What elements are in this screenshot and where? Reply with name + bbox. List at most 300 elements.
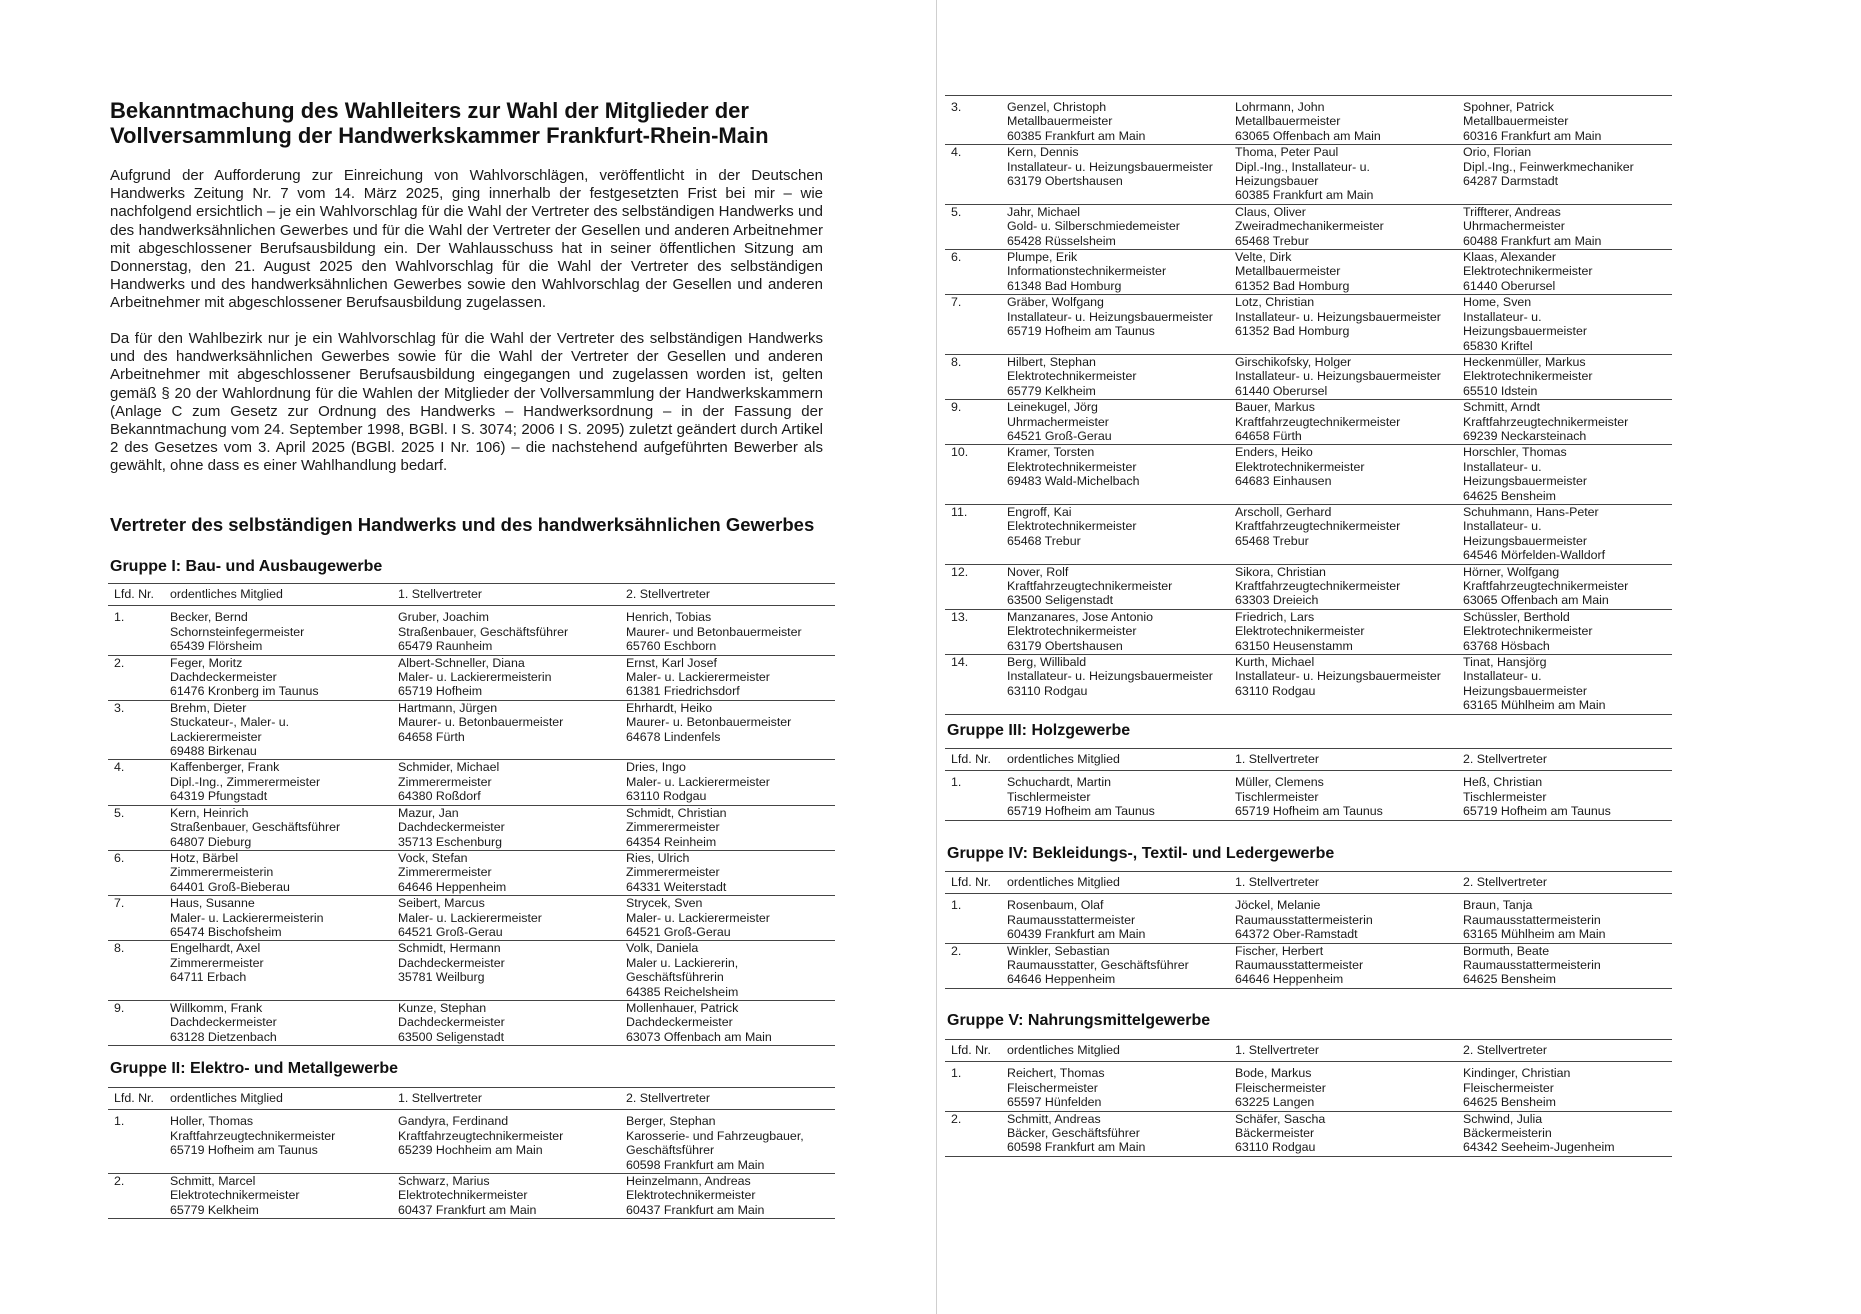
cell-line: Hilbert, Stephan — [1007, 354, 1096, 369]
cell-line: 35713 Eschenburg — [398, 834, 503, 849]
cell-ordentliches-mitglied — [1001, 771, 1229, 820]
column-header-ordentliches-mitglied: ordentliches Mitglied — [164, 584, 392, 606]
cell-line: Fischer, Herbert — [1235, 943, 1324, 958]
table-header-row — [108, 584, 835, 606]
table-row — [108, 941, 835, 1001]
cell-line: 65597 Hünfelden — [1007, 1095, 1102, 1110]
cell-stellvertreter-1 — [392, 941, 620, 1001]
cell-line: 64287 Darmstadt — [1463, 174, 1559, 189]
cell-stellvertreter-2 — [620, 700, 835, 760]
column-header-lfd-nr: Lfd. Nr. — [945, 749, 1001, 771]
cell-stellvertreter-1 — [392, 760, 620, 805]
cell-lfd-nr: 7. — [945, 295, 1001, 355]
cell-stellvertreter-2 — [620, 1174, 835, 1219]
table-row — [945, 204, 1672, 249]
cell-stellvertreter-2 — [1457, 771, 1672, 820]
cell-ordentliches-mitglied — [1001, 655, 1229, 715]
cell-line: Ernst, Karl Josef — [626, 655, 717, 670]
cell-line: Elektrotechnikermeister — [1463, 264, 1593, 279]
document-title-line2: Vollversammlung der Handwerkskammer Frankfurt-Rhein-Main — [110, 123, 769, 148]
cell-line: Elektrotechnikermeister — [626, 1188, 756, 1203]
cell-lfd-nr: 2. — [108, 1174, 164, 1219]
cell-ordentliches-mitglied — [164, 850, 392, 895]
cell-ordentliches-mitglied — [1001, 204, 1229, 249]
cell-line: Maler- u. Lackierermeister — [626, 910, 770, 925]
cell-stellvertreter-1 — [1229, 1111, 1457, 1156]
table-row — [945, 400, 1672, 445]
cell-line: 65719 Hofheim am Taunus — [1463, 804, 1611, 819]
cell-line: Maler- u. Lackierermeisterin — [398, 670, 552, 685]
cell-line: Installateur- u. Heizungsbauermeister — [1235, 309, 1441, 324]
group-heading-4: Gruppe IV: Bekleidungs-, Textil- und Ledergewerbe — [947, 845, 1335, 862]
cell-line: Thoma, Peter Paul — [1235, 145, 1339, 160]
table-group-1 — [108, 583, 835, 1046]
cell-line: 60439 Frankfurt am Main — [1007, 927, 1146, 942]
cell-line: Tischlermeister — [1007, 789, 1091, 804]
cell-line: 60385 Frankfurt am Main — [1007, 128, 1146, 143]
cell-stellvertreter-1 — [1229, 504, 1457, 564]
cell-line: Leinekugel, Jörg — [1007, 400, 1098, 415]
cell-ordentliches-mitglied — [164, 655, 392, 700]
cell-line: Installateur- u. — [1463, 519, 1542, 534]
cell-line: Maler u. Lackiererin, — [626, 955, 739, 970]
cell-line: Installateur- u. Heizungsbauermeister — [1235, 669, 1441, 684]
cell-line: Schüssler, Berthold — [1463, 609, 1570, 624]
column-header-lfd-nr: Lfd. Nr. — [108, 584, 164, 606]
cell-line: Spohner, Patrick — [1463, 100, 1554, 114]
cell-line: 61440 Oberursel — [1235, 383, 1328, 398]
table-header-row — [945, 872, 1672, 894]
table-row — [945, 894, 1672, 943]
cell-line: 65719 Hofheim — [398, 684, 483, 699]
cell-stellvertreter-2 — [1457, 354, 1672, 399]
cell-line: Schwarz, Marius — [398, 1174, 490, 1189]
cell-line: Kurth, Michael — [1235, 655, 1315, 670]
cell-line: Willkomm, Frank — [170, 1000, 263, 1015]
cell-stellvertreter-2 — [1457, 1111, 1672, 1156]
cell-ordentliches-mitglied — [164, 1000, 392, 1045]
cell-line: 64678 Lindenfels — [626, 729, 721, 744]
cell-stellvertreter-2 — [1457, 445, 1672, 505]
cell-line: Kraftfahrzeugtechnikermeister — [1463, 414, 1629, 429]
column-header-stellvertreter-1: 1. Stellvertreter — [1229, 749, 1457, 771]
cell-stellvertreter-2 — [620, 606, 835, 655]
cell-ordentliches-mitglied — [1001, 1111, 1229, 1156]
cell-line: Schmitt, Marcel — [170, 1174, 256, 1189]
cell-line: Zimmerermeister — [626, 820, 720, 835]
cell-line: 65719 Hofheim am Taunus — [170, 1143, 318, 1158]
cell-line: Velte, Dirk — [1235, 250, 1292, 265]
cell-line: Kern, Heinrich — [170, 805, 249, 820]
cell-line: 65468 Trebur — [1235, 533, 1309, 548]
cell-line: Manzanares, Jose Antonio — [1007, 609, 1154, 624]
cell-line: Henrich, Tobias — [626, 610, 712, 625]
cell-line: Dachdeckermeister — [626, 1015, 733, 1030]
cell-lfd-nr: 8. — [108, 941, 164, 1001]
cell-line: Zimmerermeister — [398, 865, 492, 880]
cell-line: 65468 Trebur — [1007, 533, 1081, 548]
cell-line: Installateur- u. Heizungsbauermeister — [1235, 369, 1441, 384]
cell-line: Friedrich, Lars — [1235, 609, 1315, 624]
cell-line: Girschikofsky, Holger — [1235, 354, 1352, 369]
cell-line: Heizungsbauermeister — [1463, 533, 1587, 548]
cell-lfd-nr: 2. — [945, 943, 1001, 988]
cell-line: 63165 Mühlheim am Main — [1463, 927, 1606, 942]
cell-line: Schmidt, Christian — [626, 805, 727, 820]
cell-line: Brehm, Dieter — [170, 700, 247, 715]
cell-stellvertreter-2 — [620, 760, 835, 805]
cell-line: Maler- u. Lackierermeisterin — [170, 910, 324, 925]
column-header-stellvertreter-2: 2. Stellvertreter — [620, 584, 835, 606]
cell-line: Reichert, Thomas — [1007, 1066, 1105, 1081]
column-header-ordentliches-mitglied: ordentliches Mitglied — [1001, 872, 1229, 894]
cell-line: 64331 Weiterstadt — [626, 879, 727, 894]
cell-lfd-nr: 9. — [945, 400, 1001, 445]
cell-line: 64646 Heppenheim — [1007, 972, 1116, 987]
cell-line: 64625 Bensheim — [1463, 488, 1556, 503]
cell-stellvertreter-1 — [392, 850, 620, 895]
cell-line: 63500 Seligenstadt — [1007, 593, 1114, 608]
cell-line: Schuchardt, Martin — [1007, 775, 1111, 790]
cell-line: 65719 Hofheim am Taunus — [1235, 804, 1383, 819]
cell-line: Elektrotechnikermeister — [1235, 459, 1365, 474]
cell-line: Dachdeckermeister — [398, 1015, 505, 1030]
cell-lfd-nr: 1. — [108, 606, 164, 655]
table-row — [108, 1110, 835, 1174]
cell-lfd-nr: 3. — [945, 96, 1001, 145]
cell-stellvertreter-1 — [1229, 250, 1457, 295]
cell-lfd-nr: 6. — [108, 850, 164, 895]
cell-line: Zweiradmechanikermeister — [1235, 219, 1384, 234]
table-header-row — [945, 749, 1672, 771]
cell-line: Gräber, Wolfgang — [1007, 295, 1104, 310]
cell-lfd-nr: 8. — [945, 354, 1001, 399]
table-group-2 — [108, 1087, 835, 1219]
column-header-stellvertreter-1: 1. Stellvertreter — [1229, 872, 1457, 894]
cell-line: Bäckermeisterin — [1463, 1126, 1552, 1141]
column-header-lfd-nr: Lfd. Nr. — [945, 872, 1001, 894]
cell-ordentliches-mitglied — [164, 896, 392, 941]
cell-line: Dachdeckermeister — [170, 1015, 277, 1030]
cell-line: 60488 Frankfurt am Main — [1463, 233, 1602, 248]
cell-line: Hartmann, Jürgen — [398, 700, 498, 715]
cell-line: Lohrmann, John — [1235, 100, 1325, 114]
cell-stellvertreter-2 — [1457, 894, 1672, 943]
cell-line: Kraftfahrzeugtechnikermeister — [1463, 579, 1629, 593]
cell-line: 65779 Kelkheim — [1007, 383, 1096, 398]
cell-stellvertreter-2 — [1457, 96, 1672, 145]
cell-line: Maler- u. Lackierermeister — [398, 910, 542, 925]
cell-ordentliches-mitglied — [164, 941, 392, 1001]
cell-line: 65719 Hofheim am Taunus — [1007, 324, 1155, 339]
section-heading: Vertreter des selbständigen Handwerks und des handwerksähnlichen Gewerbes — [110, 514, 815, 535]
cell-line: Elektrotechnikermeister — [1463, 369, 1593, 384]
cell-line: Orio, Florian — [1463, 145, 1532, 160]
cell-line: 60598 Frankfurt am Main — [626, 1157, 765, 1172]
cell-line: Zimmerermeister — [626, 865, 720, 880]
table-row — [945, 145, 1672, 205]
cell-stellvertreter-1 — [1229, 1062, 1457, 1111]
column-header-lfd-nr: Lfd. Nr. — [108, 1088, 164, 1110]
table-row — [945, 295, 1672, 355]
cell-line: Kraftfahrzeugtechnikermeister — [1235, 579, 1401, 593]
cell-stellvertreter-1 — [1229, 894, 1457, 943]
cell-ordentliches-mitglied — [1001, 96, 1229, 145]
table-row — [108, 760, 835, 805]
cell-line: Metallbauermeister — [1463, 114, 1569, 129]
table-row — [945, 943, 1672, 988]
cell-line: 61476 Kronberg im Taunus — [170, 684, 319, 699]
cell-line: Tischlermeister — [1235, 789, 1319, 804]
cell-line: Raumausstattermeisterin — [1463, 912, 1601, 927]
cell-ordentliches-mitglied — [1001, 400, 1229, 445]
cell-line: Installateur- u. — [1463, 309, 1542, 324]
cell-stellvertreter-2 — [1457, 250, 1672, 295]
cell-line: 64354 Reinheim — [626, 834, 717, 849]
cell-lfd-nr: 1. — [945, 771, 1001, 820]
cell-line: 61348 Bad Homburg — [1007, 278, 1122, 293]
cell-ordentliches-mitglied — [1001, 295, 1229, 355]
cell-line: 63073 Offenbach am Main — [626, 1029, 772, 1044]
cell-stellvertreter-2 — [620, 805, 835, 850]
cell-line: Heß, Christian — [1463, 775, 1543, 790]
table-row — [108, 1000, 835, 1045]
group-heading-2: Gruppe II: Elektro- und Metallgewerbe — [110, 1060, 399, 1077]
cell-stellvertreter-2 — [1457, 609, 1672, 654]
column-header-stellvertreter-2: 2. Stellvertreter — [1457, 1040, 1672, 1062]
cell-line: Mazur, Jan — [398, 805, 459, 820]
cell-stellvertreter-2 — [620, 1110, 835, 1174]
table-row — [108, 896, 835, 941]
cell-line: 65428 Rüsselsheim — [1007, 233, 1116, 248]
cell-line: 64646 Heppenheim — [1235, 972, 1344, 987]
cell-lfd-nr: 14. — [945, 655, 1001, 715]
cell-line: Bauer, Markus — [1235, 400, 1315, 415]
cell-lfd-nr: 4. — [108, 760, 164, 805]
cell-line: 65439 Flörsheim — [170, 639, 263, 654]
column-header-stellvertreter-1: 1. Stellvertreter — [392, 1088, 620, 1110]
cell-line: 63165 Mühlheim am Main — [1463, 698, 1606, 713]
cell-line: 61352 Bad Homburg — [1235, 278, 1350, 293]
cell-ordentliches-mitglied — [1001, 1062, 1229, 1111]
cell-line: 63110 Rodgau — [1235, 1140, 1316, 1155]
cell-line: Engroff, Kai — [1007, 504, 1072, 519]
cell-line: 63150 Heusenstamm — [1235, 638, 1353, 653]
cell-stellvertreter-2 — [1457, 564, 1672, 609]
cell-line: Elektrotechnikermeister — [1463, 624, 1593, 639]
cell-line: 69488 Birkenau — [170, 744, 257, 759]
cell-stellvertreter-1 — [1229, 564, 1457, 609]
cell-line: Elektrotechnikermeister — [1007, 519, 1137, 534]
cell-lfd-nr: 10. — [945, 445, 1001, 505]
cell-ordentliches-mitglied — [164, 805, 392, 850]
cell-line: 63110 Rodgau — [1235, 683, 1316, 698]
table-row — [108, 655, 835, 700]
cell-ordentliches-mitglied — [164, 1174, 392, 1219]
cell-lfd-nr: 11. — [945, 504, 1001, 564]
cell-lfd-nr: 1. — [945, 1062, 1001, 1111]
cell-line: Zimmerermeister — [398, 774, 492, 789]
cell-lfd-nr: 5. — [108, 805, 164, 850]
cell-line: Fleischermeister — [1463, 1080, 1554, 1095]
cell-line: Stuckateur-, Maler- u. — [170, 715, 290, 730]
column-header-ordentliches-mitglied: ordentliches Mitglied — [1001, 1040, 1229, 1062]
cell-line: 69239 Neckarsteinach — [1463, 428, 1587, 443]
column-header-lfd-nr: Lfd. Nr. — [945, 1040, 1001, 1062]
cell-line: Uhrmachermeister — [1007, 414, 1109, 429]
cell-stellvertreter-1 — [1229, 354, 1457, 399]
cell-line: Feger, Moritz — [170, 655, 243, 670]
cell-line: Elektrotechnikermeister — [170, 1188, 300, 1203]
cell-stellvertreter-1 — [1229, 655, 1457, 715]
cell-line: Elektrotechnikermeister — [1007, 369, 1137, 384]
cell-line: 64385 Reichelsheim — [626, 984, 739, 999]
cell-line: 64625 Bensheim — [1463, 972, 1556, 987]
cell-line: Kindinger, Christian — [1463, 1066, 1571, 1081]
cell-stellvertreter-1 — [1229, 204, 1457, 249]
cell-lfd-nr: 1. — [108, 1110, 164, 1174]
cell-line: Schmitt, Arndt — [1463, 400, 1541, 415]
cell-line: 63065 Offenbach am Main — [1235, 128, 1381, 143]
cell-line: Bäckermeister — [1235, 1126, 1315, 1141]
cell-line: 65479 Raunheim — [398, 639, 493, 654]
cell-ordentliches-mitglied — [1001, 445, 1229, 505]
cell-line: Heizungsbauermeister — [1463, 683, 1587, 698]
cell-line: Heckenmüller, Markus — [1463, 354, 1586, 369]
document-title-line1: Bekanntmachung des Wahlleiters zur Wahl der Mitglieder der — [110, 98, 749, 123]
cell-line: Elektrotechnikermeister — [1235, 624, 1365, 639]
table-row — [945, 445, 1672, 505]
cell-line: 63128 Dietzenbach — [170, 1029, 277, 1044]
cell-line: Maler- u. Lackierermeister — [626, 670, 770, 685]
cell-line: Schmider, Michael — [398, 760, 500, 775]
cell-line: 60437 Frankfurt am Main — [626, 1202, 765, 1217]
table-header-row — [945, 1040, 1672, 1062]
cell-lfd-nr: 9. — [108, 1000, 164, 1045]
cell-line: Geschäftsführerin — [626, 970, 724, 985]
cell-lfd-nr: 12. — [945, 564, 1001, 609]
column-header-ordentliches-mitglied: ordentliches Mitglied — [1001, 749, 1229, 771]
cell-line: Maurer- u. Betonbauermeister — [398, 715, 564, 730]
cell-line: Raumausstatter, Geschäftsführer — [1007, 958, 1189, 973]
cell-ordentliches-mitglied — [1001, 564, 1229, 609]
cell-ordentliches-mitglied — [164, 606, 392, 655]
cell-line: 65719 Hofheim am Taunus — [1007, 804, 1155, 819]
cell-line: 63179 Obertshausen — [1007, 174, 1123, 189]
cell-line: 61440 Oberursel — [1463, 278, 1556, 293]
table-row — [945, 1062, 1672, 1111]
group-heading-3: Gruppe III: Holzgewerbe — [947, 722, 1131, 739]
cell-line: Karosserie- und Fahrzeugbauer, — [626, 1128, 804, 1143]
group-heading-5: Gruppe V: Nahrungsmittelgewerbe — [947, 1012, 1211, 1029]
cell-lfd-nr: 4. — [945, 145, 1001, 205]
cell-line: Heinzelmann, Andreas — [626, 1174, 751, 1189]
cell-line: 64625 Bensheim — [1463, 1095, 1556, 1110]
table-row — [945, 609, 1672, 654]
cell-stellvertreter-2 — [1457, 204, 1672, 249]
cell-stellvertreter-2 — [620, 941, 835, 1001]
cell-line: Hotz, Bärbel — [170, 850, 239, 865]
cell-line: 64521 Groß-Gerau — [626, 924, 731, 939]
cell-line: Seibert, Marcus — [398, 896, 485, 911]
cell-line: Mollenhauer, Patrick — [626, 1000, 739, 1015]
intro-paragraph-2: Da für den Wahlbezirk nur je ein Wahlvorschlag für die Wahl der Vertreter des selbständigen Handwerks und des handwerksähnlichen Gewerbes sowie für die Wahl der Vertreter der Gesellen und anderen Arbeitnehmer mit abgeschlossener Berufsausbildung eingegangen und zugelassen worden ist, gelten gemäß § 20 der Wahlordnung für die Wahlen der Mitglieder der Vollversammlung der Handwerkskammern (Anlage C zum Gesetz zur Ordnung des Handwerks – Handwerksordnung – in der Fassung der Bekanntmachung vom 24. September 1998, BGBl. I S. 3074; 2006 I S. 2095) zuletzt geändert durch Artikel 2 des Gesetzes vom 3. April 2025 (BGBl. 2025 I Nr. 106) – die nachstehend aufgeführten Bewerber als gewählt, ohne dass es einer Wahlhandlung bedarf. — [110, 330, 823, 475]
cell-line: Maurer- u. Betonbauermeister — [626, 715, 792, 730]
cell-stellvertreter-2 — [1457, 1062, 1672, 1111]
cell-line: Müller, Clemens — [1235, 775, 1324, 790]
cell-line: Jahr, Michael — [1007, 204, 1081, 219]
cell-line: 64521 Groß-Gerau — [398, 924, 503, 939]
cell-line: Ehrhardt, Heiko — [626, 700, 713, 715]
cell-stellvertreter-1 — [1229, 771, 1457, 820]
group-heading-1: Gruppe I: Bau- und Ausbaugewerbe — [110, 558, 383, 575]
cell-line: 63065 Offenbach am Main — [1463, 593, 1609, 608]
cell-line: Berg, Willibald — [1007, 655, 1087, 670]
cell-line: Klaas, Alexander — [1463, 250, 1556, 265]
cell-line: Schuhmann, Hans-Peter — [1463, 504, 1599, 519]
cell-ordentliches-mitglied — [164, 760, 392, 805]
document-title — [110, 98, 840, 148]
cell-line: Straßenbauer, Geschäftsführer — [170, 820, 341, 835]
cell-line: Haus, Susanne — [170, 896, 255, 911]
cell-line: Heizungsbauer — [1235, 174, 1319, 189]
cell-line: 65239 Hochheim am Main — [398, 1143, 543, 1158]
cell-line: Metallbauermeister — [1235, 114, 1341, 129]
cell-stellvertreter-2 — [1457, 504, 1672, 564]
column-header-stellvertreter-2: 2. Stellvertreter — [620, 1088, 835, 1110]
page-right — [937, 0, 1861, 1314]
table-row — [108, 700, 835, 760]
cell-line: 65468 Trebur — [1235, 233, 1309, 248]
cell-line: Kaffenberger, Frank — [170, 760, 280, 775]
cell-line: Schornsteinfegermeister — [170, 624, 305, 639]
cell-line: Raumausstattermeisterin — [1463, 958, 1601, 973]
cell-line: Kraftfahrzeugtechnikermeister — [1235, 519, 1401, 534]
cell-line: 63303 Dreieich — [1235, 593, 1319, 608]
cell-stellvertreter-1 — [1229, 445, 1457, 505]
cell-stellvertreter-2 — [620, 896, 835, 941]
cell-stellvertreter-1 — [392, 606, 620, 655]
cell-ordentliches-mitglied — [164, 700, 392, 760]
cell-line: 65779 Kelkheim — [170, 1202, 259, 1217]
table-group-5 — [945, 1039, 1672, 1157]
cell-line: 63110 Rodgau — [626, 789, 707, 804]
cell-line: Albert-Schneller, Diana — [398, 655, 525, 670]
cell-line: Metallbauermeister — [1007, 114, 1113, 129]
cell-stellvertreter-2 — [1457, 655, 1672, 715]
table-row — [108, 850, 835, 895]
cell-stellvertreter-1 — [392, 1000, 620, 1045]
cell-line: 64546 Mörfelden-Walldorf — [1463, 548, 1606, 563]
table-row — [945, 504, 1672, 564]
cell-line: Nover, Rolf — [1007, 564, 1069, 579]
column-header-stellvertreter-1: 1. Stellvertreter — [392, 584, 620, 606]
cell-line: 64807 Dieburg — [170, 834, 252, 849]
cell-lfd-nr: 5. — [945, 204, 1001, 249]
cell-stellvertreter-2 — [1457, 400, 1672, 445]
cell-line: Informationstechnikermeister — [1007, 264, 1167, 279]
cell-line: Strycek, Sven — [626, 896, 703, 911]
cell-line: Elektrotechnikermeister — [1007, 459, 1137, 474]
cell-line: Installateur- u. Heizungsbauermeister — [1007, 669, 1213, 684]
cell-line: 65510 Idstein — [1463, 383, 1538, 398]
cell-line: Installateur- u. Heizungsbauermeister — [1007, 159, 1213, 174]
cell-line: 63500 Seligenstadt — [398, 1029, 505, 1044]
cell-stellvertreter-1 — [392, 655, 620, 700]
table-row — [945, 96, 1672, 145]
cell-line: Dipl.-Ing., Feinwerkmechaniker — [1463, 159, 1634, 174]
cell-lfd-nr: 6. — [945, 250, 1001, 295]
